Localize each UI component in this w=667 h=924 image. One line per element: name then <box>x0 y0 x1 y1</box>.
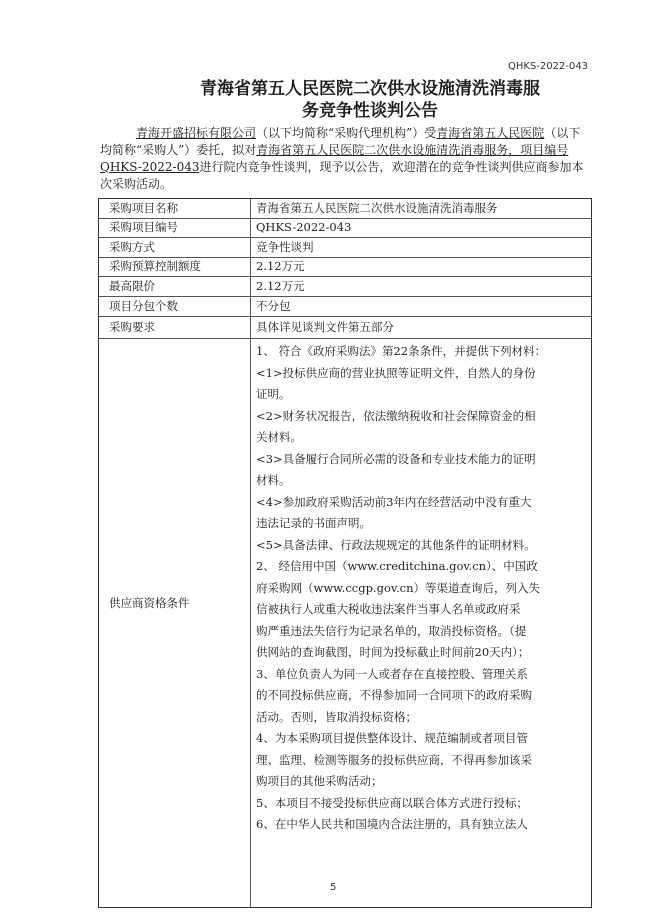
value-requirements: 具体详见谈判文件第五部分 <box>256 320 394 334</box>
qualification-line: 的不同投标供应商，不得参加同一合同项下的政府采购 <box>256 688 532 702</box>
qualification-line: 3、单位负责人为同一人或者存在直接控股、管理关系 <box>256 666 528 681</box>
page-number: 5 <box>330 882 337 893</box>
value-project-name: 青海省第五人民医院二次供水设施清洗消毒服务 <box>256 201 498 215</box>
value-budget: 2.12万元 <box>256 259 305 273</box>
page-title <box>150 78 590 122</box>
qualification-line: 购项目的其他采购活动； <box>256 774 383 788</box>
row-divider <box>99 316 591 317</box>
qualification-line: 1、 符合《政府采购法》第22条条件，并提供下列材料： <box>256 344 547 358</box>
intro-text-3: 进行院内竞争性谈判，现予以公告，欢迎潜在的竞争性谈判供应商参加本次采购活动。 <box>100 160 584 191</box>
qualification-line: <1>投标供应商的营业执照等证明文件，自然人的身份 <box>256 365 536 380</box>
qualification-line: <5>具备法律、行政法规规定的其他条件的证明材料。 <box>256 537 536 552</box>
title-line-2: 务竞争性谈判公告 <box>302 101 438 121</box>
project-name: 青海省第五人民医院二次供水设施清洗消毒服务，项目编号QHKS-2022-043 <box>100 143 569 174</box>
title-line-1: 青海省第五人民医院二次供水设施清洗消毒服 <box>200 79 540 99</box>
value-procurement-method: 竞争性谈判 <box>256 240 314 254</box>
label-lot-count: 项目分包个数 <box>109 299 178 313</box>
qualification-line: 违法记录的书面声明。 <box>256 516 371 530</box>
intro-text-2: （以下均简称“采购人”）委托，拟对 <box>100 126 581 157</box>
qualification-line: <2>财务状况报告，依法缴纳税收和社会保障资金的相 <box>256 408 536 423</box>
intro-text-1: （以下均简称“采购代理机构”）受 <box>256 126 437 140</box>
qualification-line: 府采购网（www.ccgp.gov.cn）等渠道查询后，列入失 <box>256 580 540 595</box>
qualification-line: 供网站的查询截图，时间为投标截止时间前20天内）； <box>256 645 530 659</box>
agency-name: 青海开盛招标有限公司 <box>136 126 257 140</box>
row-divider <box>99 276 591 277</box>
qualification-line: 4、为本采购项目提供整体设计、规范编制或者项目管 <box>256 731 528 745</box>
qualification-line: 关材料。 <box>256 430 302 444</box>
label-project-name: 采购项目名称 <box>109 201 178 215</box>
value-max-price: 2.12万元 <box>256 279 305 293</box>
qualification-line: 证明。 <box>256 387 291 401</box>
column-divider <box>250 199 251 907</box>
qualification-line: 信被执行人或重大税收违法案件当事人名单或政府采 <box>256 602 521 616</box>
qualification-line: <3>具备履行合同所必需的设备和专业技术能力的证明 <box>256 451 536 466</box>
document-code: QHKS-2022-043 <box>508 61 589 72</box>
qualification-line: 购严重违法失信行为记录名单的，取消投标资格。（提 <box>256 623 527 638</box>
qualification-line: 理、监理、检测等服务的投标供应商，不得再参加该采 <box>256 752 532 767</box>
qualification-line: 材料。 <box>256 473 291 487</box>
label-budget: 采购预算控制额度 <box>109 259 201 273</box>
purchaser-name: 青海省第五人民医院 <box>436 126 545 140</box>
label-procurement-method: 采购方式 <box>109 240 155 254</box>
label-project-number: 采购项目编号 <box>109 220 178 234</box>
qualification-line: 5、本项目不接受投标供应商以联合体方式进行投标； <box>256 795 528 810</box>
label-max-price: 最高限价 <box>109 279 155 293</box>
intro-paragraph <box>100 125 592 193</box>
supplier-qualifications-text <box>256 341 588 836</box>
value-lot-count: 不分包 <box>256 299 291 313</box>
qualification-line: 2、 经信用中国（www.creditchina.gov.cn）、中国政 <box>256 559 538 573</box>
label-supplier-qualifications: 供应商资格条件 <box>109 596 190 610</box>
qualification-line: <4>参加政府采购活动前3年内在经营活动中没有重大 <box>256 494 532 509</box>
value-project-number: QHKS-2022-043 <box>256 220 352 234</box>
label-requirements: 采购要求 <box>109 320 155 334</box>
info-table <box>98 198 592 908</box>
qualification-line: 活动。否则，皆取消投标资格； <box>256 709 417 724</box>
qualification-line: 6、在中华人民共和国境内合法注册的，具有独立法人 <box>256 817 528 831</box>
row-divider <box>99 338 591 339</box>
row-divider <box>99 237 591 238</box>
